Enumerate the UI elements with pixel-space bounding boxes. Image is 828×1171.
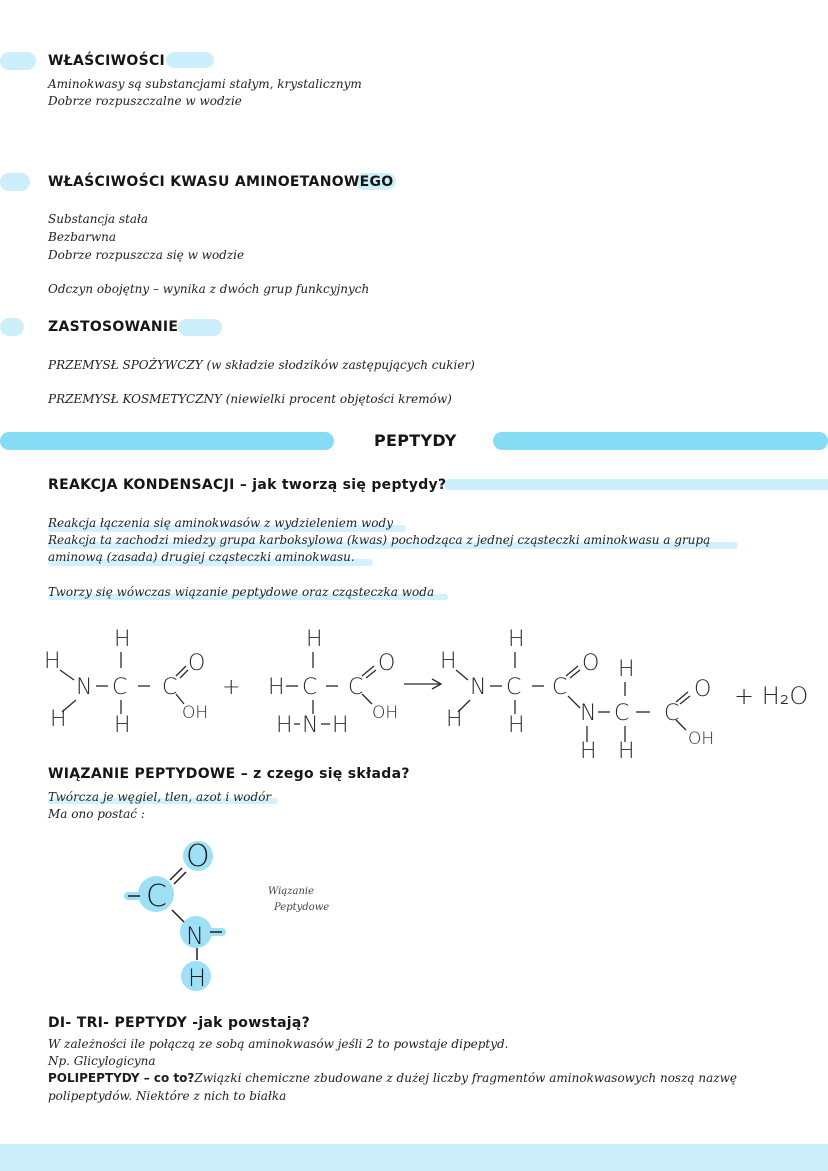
polipeptydy-line (48, 1071, 737, 1085)
title-highlight (166, 52, 214, 68)
atom-oh: OH (688, 729, 715, 749)
divider-bar-right (493, 432, 828, 450)
text-line: Dobrze rozpuszczalne w wodzie (48, 94, 242, 108)
annotation-line: Peptydowe (274, 902, 330, 913)
title-highlight (0, 318, 24, 336)
atom-c: C (348, 675, 364, 700)
atom-h: H (508, 627, 525, 652)
atom-o: O (694, 677, 712, 702)
atom-o: O (378, 651, 396, 676)
atom-o: O (186, 839, 210, 874)
atom-h: H (446, 707, 463, 732)
atom-n: N (470, 675, 487, 700)
title-highlight (444, 479, 828, 490)
atom-c: C (302, 675, 318, 700)
atom-h: H (114, 627, 131, 652)
atom-h: H (268, 675, 285, 700)
atom-h: H (44, 649, 61, 674)
atom-o: O (582, 651, 600, 676)
annotation-line: Wiązanie (268, 886, 315, 897)
atom-oh: OH (182, 703, 209, 723)
atom-n: N (580, 701, 597, 726)
text-line: aminową (zasada) drugiej cząsteczki aminokwasu. (48, 550, 355, 564)
text-line: Reakcja łączenia się aminokwasów z wydzieleniem wody (48, 516, 393, 530)
peptide-bond-diagram (110, 836, 250, 1006)
atom-h: H (188, 964, 207, 992)
plus-sign: + (222, 675, 241, 700)
text-line: W zależności ile połączą ze sobą aminokwasów jeśli 2 to powstaje dipeptyd. (48, 1037, 509, 1051)
atom-oh: OH (372, 703, 399, 723)
title-highlight (0, 52, 36, 70)
atom-c: C (112, 675, 128, 700)
section-title-reakcja: REAKCJA KONDENSACJI – jak tworzą się peptydy? (48, 477, 447, 493)
text-line: Aminokwasy są substancjami stałym, krystalicznym (48, 77, 362, 91)
atom-o: O (188, 651, 206, 676)
section-title-zastosowanie: ZASTOSOWANIE (48, 319, 179, 335)
text-line: Twórcza je węgiel, tlen, azot i wodór (48, 790, 272, 804)
section-title-wlasciwosci: WŁAŚCIWOŚCI (48, 53, 166, 69)
text-line: Np. Glicylogicyna (48, 1054, 156, 1068)
text-line: Dobrze rozpuszcza się w wodzie (48, 248, 245, 262)
atom-h: H (114, 713, 131, 738)
atom-h: H (440, 649, 457, 674)
polipeptydy-text: Związki chemiczne zbudowane z dużej liczby fragmentów aminokwasowych noszą nazwę (194, 1071, 737, 1085)
section-title-wiazanie: WIĄZANIE PEPTYDOWE – z czego się składa? (48, 766, 410, 782)
atom-n: N (76, 675, 93, 700)
atom-c: C (664, 701, 680, 726)
atom-c: C (552, 675, 568, 700)
atom-c: C (162, 675, 178, 700)
atom-c: C (506, 675, 522, 700)
section-title-wlasciwosci-kwasu: WŁAŚCIWOŚCI KWASU AMINOETANOWEGO (48, 174, 394, 190)
title-highlight (0, 173, 30, 191)
text-line: Ma ono postać : (48, 807, 145, 821)
water-product: + H₂O (734, 682, 809, 710)
section-title-peptydy: PEPTYDY (374, 431, 457, 450)
footer-bar (0, 1144, 828, 1171)
divider-bar-left (0, 432, 334, 450)
text-line: Substancja stała (48, 212, 149, 226)
atom-h: H (50, 707, 67, 732)
section-title-di-tri: DI- TRI- PEPTYDY -jak powstają? (48, 1015, 311, 1031)
text-line: Reakcja ta zachodzi miedzy grupa karboksylowa (kwas) pochodząca z jednej cząsteczki aminokwasu a grupą (48, 533, 711, 547)
list-item: PRZEMYSŁ SPOŻYWCZY (w składzie słodzików zastępujących cukier) (48, 358, 475, 372)
peptide-bond-annotation (268, 884, 329, 916)
text-line: polipeptydów. Niektóre z nich to białka (48, 1089, 287, 1103)
atom-n: N (186, 922, 204, 950)
atom-c: C (146, 879, 167, 914)
atom-h: H (332, 713, 349, 738)
atom-c: C (614, 701, 630, 726)
text-line: Bezbarwna (48, 230, 116, 244)
reaction-equation (0, 620, 828, 760)
text-line: Tworzy się wówczas wiązanie peptydowe oraz cząsteczka woda (48, 585, 435, 599)
atom-n: N (302, 713, 319, 738)
text-line: Odczyn obojętny – wynika z dwóch grup funkcyjnych (48, 282, 370, 296)
atom-h: H (580, 739, 597, 760)
atom-h: H (508, 713, 525, 738)
list-item: PRZEMYSŁ KOSMETYCZNY (niewielki procent objętości kremów) (48, 392, 452, 406)
atom-h: H (306, 627, 323, 652)
atom-h: H (618, 739, 635, 760)
atom-h: H (276, 713, 293, 738)
atom-h: H (618, 657, 635, 682)
title-highlight (178, 319, 222, 336)
polipeptydy-label: POLIPEPTYDY – co to? (48, 1071, 195, 1085)
